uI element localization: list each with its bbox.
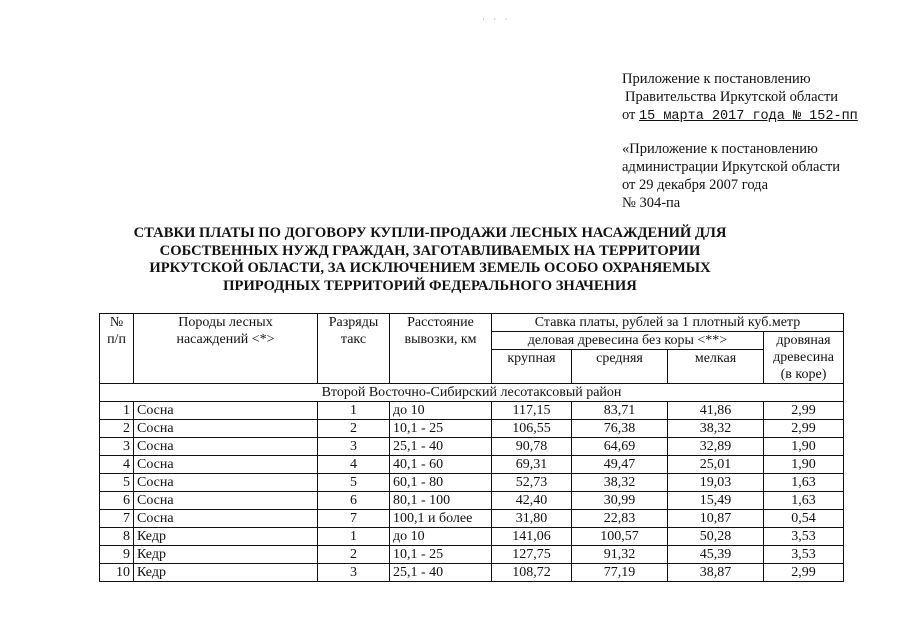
row-large-cell: 127,75 — [492, 546, 572, 564]
row-large-cell: 117,15 — [492, 402, 572, 420]
row-num-cell: 2 — [100, 420, 134, 438]
row-small-cell: 38,32 — [668, 420, 764, 438]
scan-artifact: · · · — [482, 14, 511, 24]
row-medium-cell: 83,71 — [572, 402, 668, 420]
header-small: мелкая — [668, 350, 764, 384]
header-species-cell — [134, 314, 318, 384]
appendix-gov-date-prefix: от — [622, 107, 636, 123]
row-distance-cell: 25,1 - 40 — [390, 564, 492, 582]
rates-table — [99, 313, 844, 582]
row-num-cell: 5 — [100, 474, 134, 492]
table-row — [100, 474, 844, 492]
row-large-cell: 106,55 — [492, 420, 572, 438]
row-large-cell: 69,31 — [492, 456, 572, 474]
row-num-cell: 6 — [100, 492, 134, 510]
row-medium-cell: 22,83 — [572, 510, 668, 528]
row-large-cell: 42,40 — [492, 492, 572, 510]
header-distance-cell — [390, 314, 492, 384]
row-num-cell: 9 — [100, 546, 134, 564]
row-distance-cell: 100,1 и более — [390, 510, 492, 528]
row-small-cell: 10,87 — [668, 510, 764, 528]
row-class-cell: 6 — [318, 492, 390, 510]
title-line: СОБСТВЕННЫХ НУЖД ГРАЖДАН, ЗАГОТАВЛИВАЕМЫХ НА ТЕРРИТОРИИ — [159, 242, 701, 259]
row-small-cell: 25,01 — [668, 456, 764, 474]
row-species-cell: Сосна — [134, 510, 318, 528]
table-row — [100, 564, 844, 582]
row-num-cell: 1 — [100, 402, 134, 420]
row-distance-cell: 10,1 - 25 — [390, 420, 492, 438]
table-row — [100, 528, 844, 546]
row-large-cell: 31,80 — [492, 510, 572, 528]
row-large-cell: 141,06 — [492, 528, 572, 546]
row-class-cell: 4 — [318, 456, 390, 474]
row-num-cell: 4 — [100, 456, 134, 474]
row-large-cell: 90,78 — [492, 438, 572, 456]
row-class-cell: 3 — [318, 438, 390, 456]
row-medium-cell: 77,19 — [572, 564, 668, 582]
header-num-cell — [100, 314, 134, 384]
row-species-cell: Кедр — [134, 546, 318, 564]
region-row: Второй Восточно-Сибирский лесотаксовый район — [100, 384, 844, 402]
row-firewood-cell: 2,99 — [764, 420, 844, 438]
row-class-cell: 2 — [318, 420, 390, 438]
header-distance-line1: Расстояние — [407, 315, 474, 330]
row-firewood-cell: 3,53 — [764, 528, 844, 546]
row-firewood-cell: 2,99 — [764, 402, 844, 420]
row-num-cell: 10 — [100, 564, 134, 582]
row-distance-cell: 40,1 - 60 — [390, 456, 492, 474]
appendix-administration — [622, 140, 840, 212]
row-distance-cell: 60,1 - 80 — [390, 474, 492, 492]
title-line: СТАВКИ ПЛАТЫ ПО ДОГОВОРУ КУПЛИ-ПРОДАЖИ ЛЕСНЫХ НАСАЖДЕНИЙ ДЛЯ — [133, 225, 727, 241]
row-firewood-cell: 1,90 — [764, 456, 844, 474]
row-medium-cell: 38,32 — [572, 474, 668, 492]
appendix-gov-line3 — [622, 106, 858, 126]
row-class-cell: 1 — [318, 528, 390, 546]
title-line: ИРКУТСКОЙ ОБЛАСТИ, ЗА ИСКЛЮЧЕНИЕМ ЗЕМЕЛЬ ОСОБО ОХРАНЯЕМЫХ — [149, 260, 711, 277]
document-title — [100, 225, 760, 295]
row-small-cell: 32,89 — [668, 438, 764, 456]
table-body — [100, 402, 844, 582]
header-large: крупная — [492, 350, 572, 384]
row-distance-cell: 25,1 - 40 — [390, 438, 492, 456]
row-small-cell: 15,49 — [668, 492, 764, 510]
row-firewood-cell: 1,63 — [764, 492, 844, 510]
appendix-gov-line1: Приложение к постановлению — [622, 71, 811, 87]
header-rate: Ставка платы, рублей за 1 плотный куб.метр — [492, 314, 844, 332]
row-class-cell: 7 — [318, 510, 390, 528]
row-medium-cell: 91,32 — [572, 546, 668, 564]
header-num-line1: № — [109, 315, 124, 330]
table-header — [100, 314, 844, 402]
row-class-cell: 5 — [318, 474, 390, 492]
row-species-cell: Кедр — [134, 564, 318, 582]
header-firewood-cell — [764, 332, 844, 384]
appendix-gov-line2: Правительства Иркутской области — [625, 89, 839, 105]
row-distance-cell: 10,1 - 25 — [390, 546, 492, 564]
header-business-wood: деловая древесина без коры <**> — [492, 332, 764, 350]
row-num-cell: 3 — [100, 438, 134, 456]
header-class-line1: Разряды — [328, 315, 379, 330]
appendix-admin-line3: от 29 декабря 2007 года — [622, 177, 768, 193]
header-firewood-line2: древесина — [773, 350, 834, 365]
row-firewood-cell: 0,54 — [764, 510, 844, 528]
row-species-cell: Кедр — [134, 528, 318, 546]
appendix-admin-line2: администрации Иркутской области — [622, 159, 840, 175]
header-class-cell — [318, 314, 390, 384]
appendix-government — [622, 70, 858, 126]
appendix-admin-line4: № 304-па — [622, 195, 681, 211]
row-small-cell: 38,87 — [668, 564, 764, 582]
table-row — [100, 510, 844, 528]
row-num-cell: 8 — [100, 528, 134, 546]
row-species-cell: Сосна — [134, 420, 318, 438]
row-small-cell: 41,86 — [668, 402, 764, 420]
row-small-cell: 50,28 — [668, 528, 764, 546]
table-row — [100, 456, 844, 474]
row-species-cell: Сосна — [134, 492, 318, 510]
header-class-line2: такс — [340, 332, 367, 347]
table-row — [100, 402, 844, 420]
header-species-line2: насаждений <*> — [176, 332, 275, 347]
row-medium-cell: 76,38 — [572, 420, 668, 438]
row-large-cell: 108,72 — [492, 564, 572, 582]
row-num-cell: 7 — [100, 510, 134, 528]
row-species-cell: Сосна — [134, 474, 318, 492]
row-firewood-cell: 3,53 — [764, 546, 844, 564]
table-row — [100, 420, 844, 438]
row-class-cell: 2 — [318, 546, 390, 564]
header-distance-line2: вывозки, км — [404, 332, 477, 347]
row-firewood-cell: 2,99 — [764, 564, 844, 582]
row-species-cell: Сосна — [134, 438, 318, 456]
row-species-cell: Сосна — [134, 402, 318, 420]
row-distance-cell: до 10 — [390, 528, 492, 546]
row-large-cell: 52,73 — [492, 474, 572, 492]
header-species-line1: Породы лесных — [178, 315, 273, 330]
header-firewood-line1: дровяная — [776, 333, 831, 348]
row-class-cell: 3 — [318, 564, 390, 582]
header-num-line2: п/п — [107, 332, 126, 347]
row-small-cell: 19,03 — [668, 474, 764, 492]
row-medium-cell: 100,57 — [572, 528, 668, 546]
appendix-admin-line1: «Приложение к постановлению — [622, 141, 818, 157]
table-row — [100, 492, 844, 510]
row-medium-cell: 49,47 — [572, 456, 668, 474]
table-row — [100, 438, 844, 456]
row-medium-cell: 30,99 — [572, 492, 668, 510]
row-firewood-cell: 1,90 — [764, 438, 844, 456]
header-medium: средняя — [572, 350, 668, 384]
row-distance-cell: 80,1 - 100 — [390, 492, 492, 510]
row-class-cell: 1 — [318, 402, 390, 420]
title-line: ПРИРОДНЫХ ТЕРРИТОРИЙ ФЕДЕРАЛЬНОГО ЗНАЧЕНИЯ — [223, 277, 637, 294]
row-medium-cell: 64,69 — [572, 438, 668, 456]
row-distance-cell: до 10 — [390, 402, 492, 420]
appendix-gov-date-handwritten: 15 марта 2017 года № 152-пп — [639, 109, 858, 124]
table-row — [100, 546, 844, 564]
row-species-cell: Сосна — [134, 456, 318, 474]
header-firewood-line3: (в коре) — [780, 367, 827, 382]
row-firewood-cell: 1,63 — [764, 474, 844, 492]
row-small-cell: 45,39 — [668, 546, 764, 564]
